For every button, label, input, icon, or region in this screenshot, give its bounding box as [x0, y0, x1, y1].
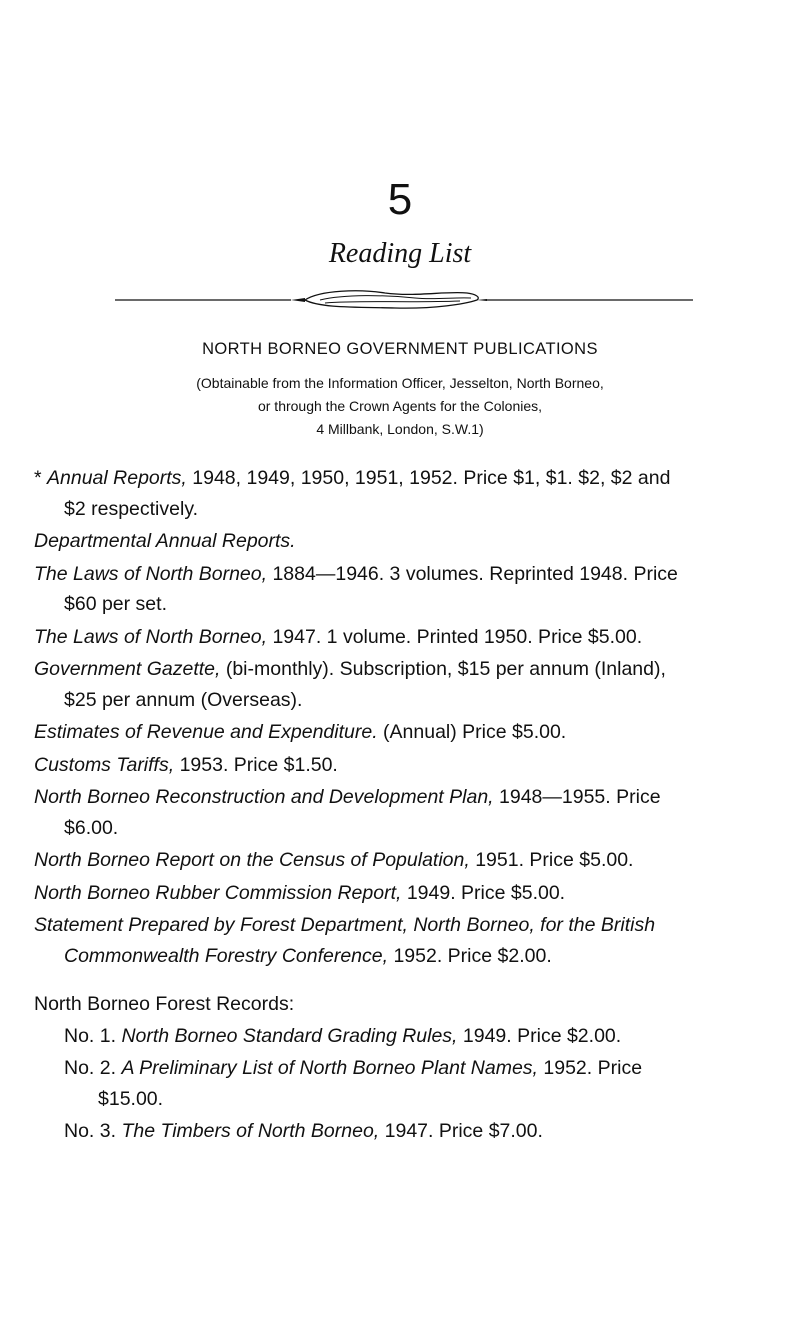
record-details: 1949. Price $2.00.	[457, 1024, 622, 1047]
availability-line: 4 Millbank, London, S.W.1)	[316, 421, 484, 437]
forest-records-heading: North Borneo Forest Records:	[34, 993, 295, 1015]
publication-details: (Annual) Price $5.00.	[377, 721, 567, 743]
ornamental-divider	[115, 288, 693, 312]
footnote-marker: *	[34, 467, 42, 489]
page-title: Reading List	[328, 238, 472, 269]
publication-details: (bi-monthly). Subscription, $15 per annum (Inland), $25 per annum (Overseas).	[64, 658, 666, 711]
record-title: A Preliminary List of North Borneo Plant Names,	[121, 1057, 538, 1079]
publication-details: 1948, 1949, 1950, 1951, 1952. Price $1, $1. $2, $2 and $2 respectively.	[64, 467, 671, 520]
publication-details: 1951. Price $5.00.	[469, 849, 634, 871]
publication-list	[34, 463, 694, 1149]
publication-title: North Borneo Report on the Census of Population,	[34, 849, 470, 871]
record-number: No. 3.	[64, 1120, 117, 1142]
record-details: 1952. Price $15.00.	[98, 1057, 643, 1110]
publication-title: Annual Reports,	[47, 467, 187, 489]
publication-entry	[34, 559, 694, 620]
publication-entry	[34, 782, 694, 843]
availability-note	[0, 372, 800, 441]
publication-title: North Borneo Reconstruction and Development Plan,	[34, 786, 494, 808]
record-title: North Borneo Standard Grading Rules,	[121, 1024, 458, 1047]
record-title: The Timbers of North Borneo,	[121, 1120, 380, 1142]
forest-record-item	[64, 1021, 694, 1052]
publication-details: 1949. Price $5.00.	[401, 881, 566, 904]
forest-record-item	[64, 1116, 694, 1147]
publication-entry	[34, 910, 694, 971]
publication-entry	[34, 845, 694, 876]
publication-details: 1952. Price $2.00.	[388, 944, 552, 967]
availability-line: (Obtainable from the Information Officer, Jesselton, North Borneo,	[196, 375, 604, 391]
publication-title: Estimates of Revenue and Expenditure.	[34, 721, 378, 743]
publication-entry	[34, 750, 694, 781]
publication-title: The Laws of North Borneo,	[34, 625, 268, 648]
page-number: 5	[387, 175, 413, 224]
forest-record-item	[64, 1053, 694, 1114]
publication-entry	[34, 717, 694, 748]
publication-entry	[34, 622, 694, 653]
publication-title: Government Gazette,	[34, 658, 221, 680]
availability-line: or through the Crown Agents for the Colonies,	[257, 398, 543, 414]
publication-title: Customs Tariffs,	[34, 753, 175, 776]
section-heading: NORTH BORNEO GOVERNMENT PUBLICATIONS	[202, 340, 598, 358]
publication-title: North Borneo Rubber Commission Report,	[34, 881, 402, 904]
publication-details: 1948—1955. Price $6.00.	[64, 786, 661, 839]
publication-entry	[34, 654, 694, 715]
record-details: 1947. Price $7.00.	[379, 1120, 543, 1142]
publication-title: The Laws of North Borneo,	[34, 562, 268, 585]
publication-title: Statement Prepared by Forest Department, North Borneo, for the British Commonwealth Forestry Conference,	[34, 914, 656, 967]
publication-details: 1947. 1 volume. Printed 1950. Price $5.00.	[267, 625, 643, 648]
publication-entry	[34, 526, 694, 557]
record-number: No. 1.	[64, 1024, 117, 1047]
publication-entry	[34, 463, 694, 524]
publication-details: 1884—1946. 3 volumes. Reprinted 1948. Price $60 per set.	[64, 562, 678, 615]
publication-title: Departmental Annual Reports.	[34, 530, 296, 552]
forest-records	[34, 989, 694, 1147]
record-number: No. 2.	[64, 1057, 117, 1079]
publication-details: 1953. Price $1.50.	[174, 753, 338, 776]
publication-entry	[34, 878, 694, 909]
